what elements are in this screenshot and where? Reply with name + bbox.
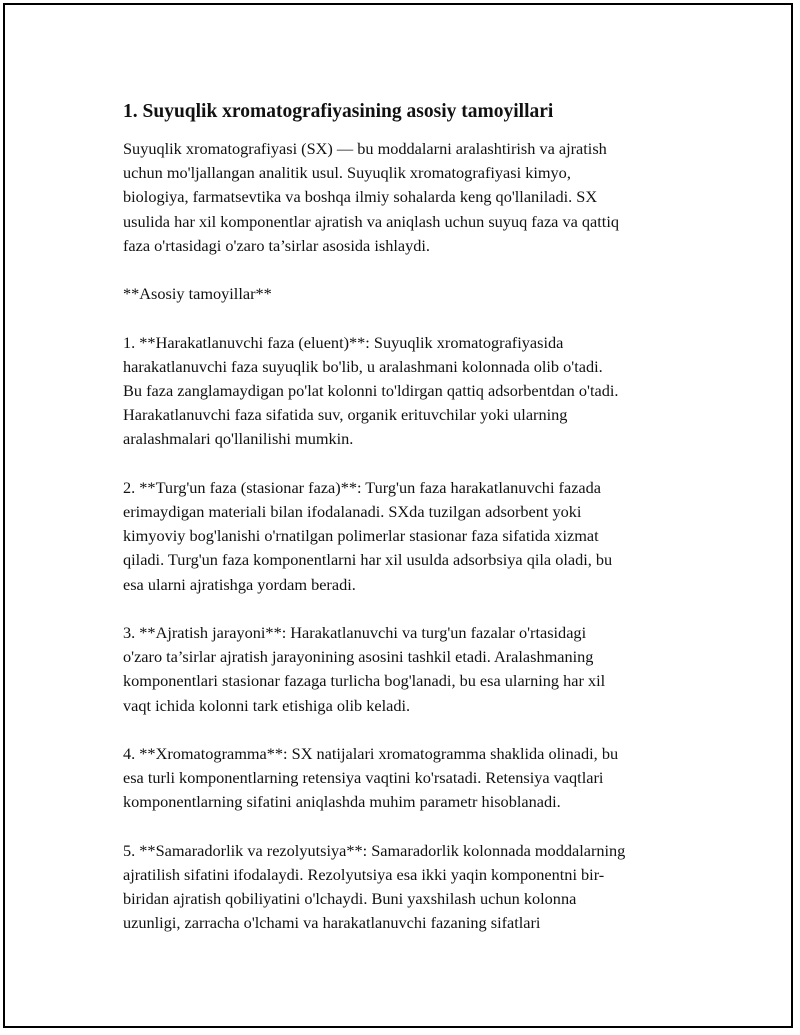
principle-item-2 — [123, 476, 703, 597]
text-line: faza o'rtasidagi o'zaro ta’sirlar asosida ishlaydi. — [123, 235, 430, 255]
text-line: biridan ajratish qobiliyatini o'lchaydi. Buni yaxshilash uchun kolonna — [123, 889, 577, 909]
text-line: biologiya, farmatsevtika va boshqa ilmiy sohalarda keng qo'llaniladi. SX — [123, 187, 598, 207]
principle-item-4 — [123, 742, 703, 815]
page-frame — [3, 3, 793, 1028]
section-heading — [123, 282, 703, 306]
principle-item-3 — [123, 621, 703, 718]
principle-item-1 — [123, 331, 703, 452]
document-title: 1. Suyuqlik xromatografiyasining asosiy tamoyillari — [123, 101, 554, 122]
document-body — [123, 99, 703, 960]
text-line: **Asosiy tamoyillar** — [123, 284, 272, 304]
text-line: uchun mo'ljallangan analitik usul. Suyuqlik xromatografiyasi kimyo, — [123, 163, 571, 183]
text-line: vaqt ichida kolonni tark etishiga olib keladi. — [123, 695, 411, 715]
text-line: esa turli komponentlarning retensiya vaqtini ko'rsatadi. Retensiya vaqtlari — [123, 768, 604, 788]
text-line: kimyoviy bog'lanishi o'rnatilgan polimerlar stasionar faza sifatida xizmat — [123, 526, 599, 546]
text-line: uzunligi, zarracha o'lchami va harakatlanuvchi fazaning sifatlari — [123, 913, 541, 933]
text-line: Suyuqlik xromatografiyasi (SX) — bu moddalarni aralashtirish va ajratish — [123, 139, 607, 158]
intro-paragraph — [123, 137, 703, 258]
text-line: harakatlanuvchi faza suyuqlik bo'lib, u aralashmani kolonnada olib o'tadi. — [123, 356, 603, 376]
principle-item-5 — [123, 839, 703, 936]
text-line: erimaydigan materiali bilan ifodalanadi. SXda tuzilgan adsorbent yoki — [123, 502, 582, 521]
text-line: Bu faza zanglamaydigan po'lat kolonni to'ldirgan qattiq adsorbentdan o'tadi. — [123, 381, 619, 400]
text-line: ajratilish sifatini ifodalaydi. Rezolyutsiya esa ikki yaqin komponentni bir- — [123, 865, 605, 884]
text-line: Harakatlanuvchi faza sifatida suv, organik erituvchilar yoki ularning — [123, 405, 568, 425]
text-line: 4. **Xromatogramma**: SX natijalari xromatogramma shaklida olinadi, bu — [123, 744, 619, 763]
text-line: esa ularni ajratishga yordam beradi. — [123, 574, 356, 594]
text-line: 1. **Harakatlanuvchi faza (eluent)**: Suyuqlik xromatografiyasida — [123, 332, 564, 352]
text-line: 2. **Turg'un faza (stasionar faza)**: Turg'un faza harakatlanuvchi fazada — [123, 477, 602, 497]
text-line: komponentlarning sifatini aniqlashda muhim parametr hisoblanadi. — [123, 792, 561, 812]
text-line: komponentlari stasionar fazaga turlicha bog'lanadi, bu esa ularning har xil — [123, 671, 606, 691]
text-line: 3. **Ajratish jarayoni**: Harakatlanuvchi va turg'un fazalar o'rtasidagi — [123, 623, 587, 642]
text-line: 5. **Samaradorlik va rezolyutsiya**: Samaradorlik kolonnada moddalarning — [123, 840, 626, 860]
text-line: o'zaro ta’sirlar ajratish jarayonining asosini tashkil etadi. Aralashmaning — [123, 647, 594, 667]
text-line: aralashmalari qo'llanilishi mumkin. — [123, 429, 354, 449]
text-line: qiladi. Turg'un faza komponentlarni har xil usulda adsorbsiya qila oladi, bu — [123, 550, 613, 570]
text-line: usulida har xil komponentlar ajratish va aniqlash uchun suyuq faza va qattiq — [123, 211, 619, 231]
